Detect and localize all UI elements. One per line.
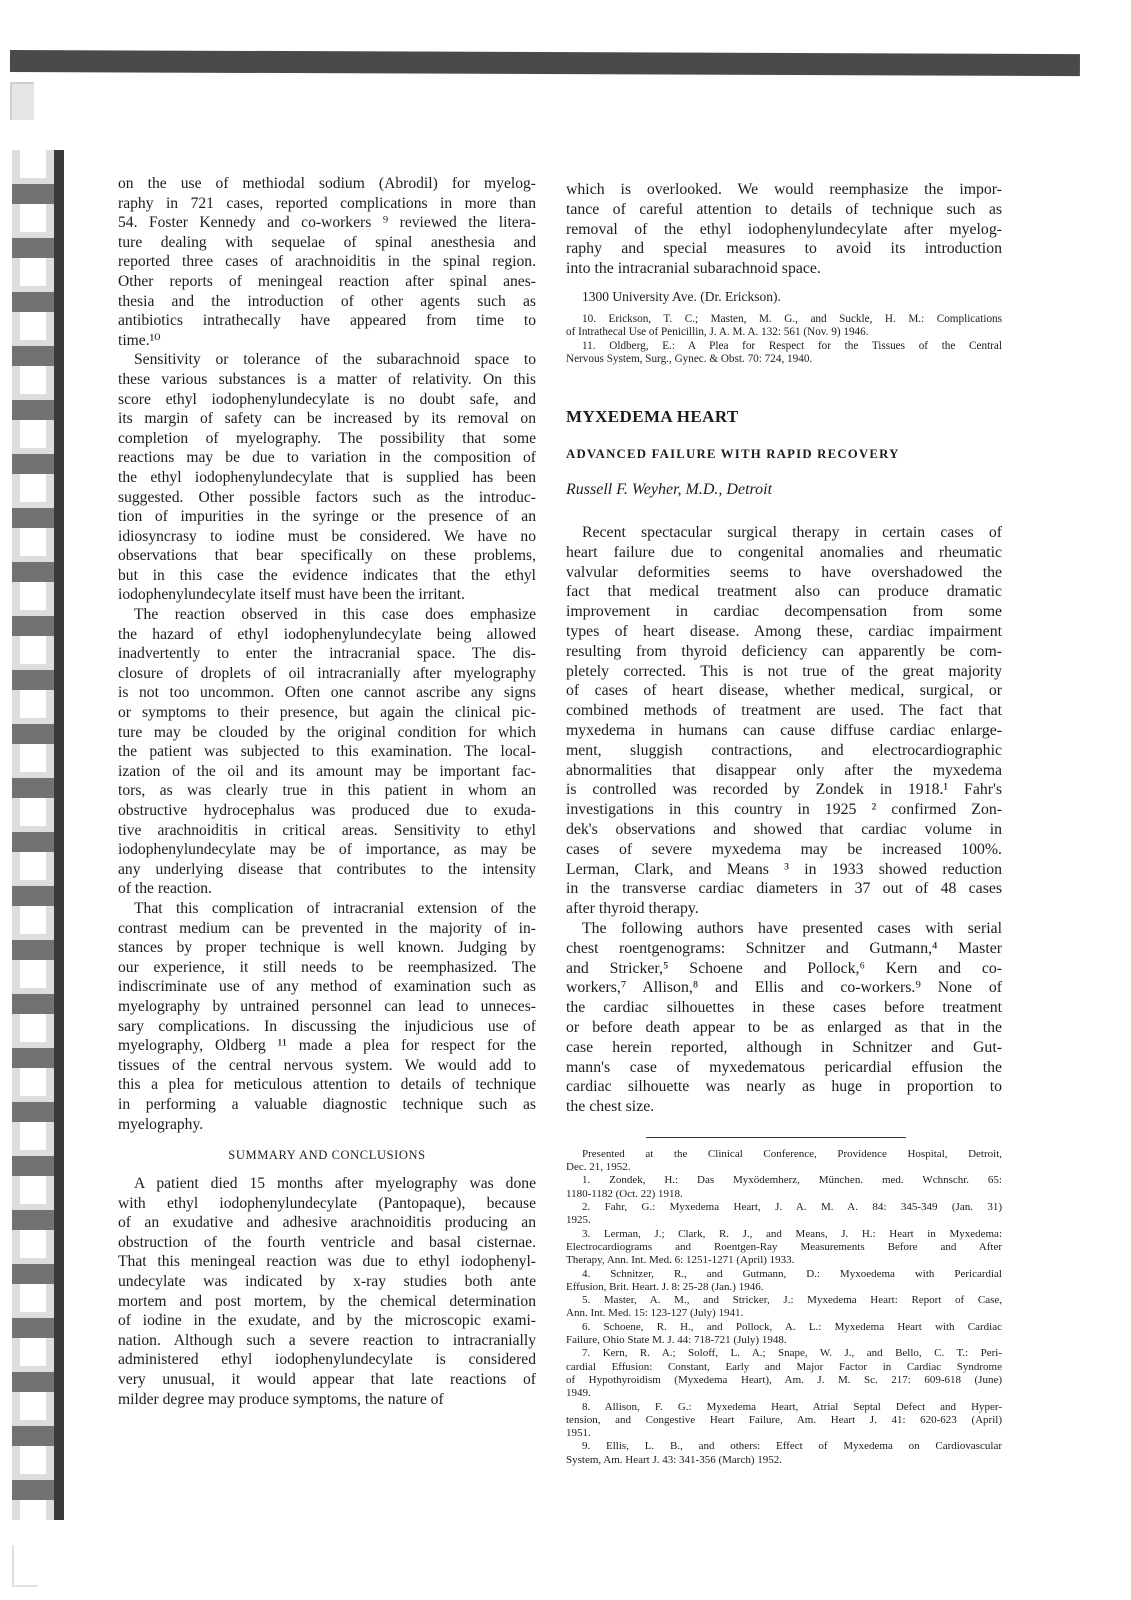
text-line: workers,⁷ Allison,⁸ and Ellis and co-workers.⁹ None of bbox=[566, 979, 1002, 997]
text-line: idiosyncrasy to iodine must be considered. We have no bbox=[118, 527, 536, 545]
reference-line: 6. Schoene, R. H., and Pollock, A. L.: Myxedema Heart with Cardiac bbox=[582, 1320, 1002, 1333]
text-line: myxedema in humans can cause diffuse cardiac enlarge- bbox=[566, 721, 1002, 739]
reference-line: Presented at the Clinical Conference, Providence Hospital, Detroit, bbox=[582, 1147, 1002, 1160]
paragraph bbox=[118, 899, 536, 1134]
reference-line: 9. Ellis, L. B., and others: Effect of Myxedema on Cardiovascular bbox=[582, 1440, 1002, 1453]
reference-line: Electrocardiograms and Roentgen-Ray Measurements Before and After bbox=[566, 1240, 1002, 1253]
reference-line: 7. Kern, R. A.; Soloff, L. A.; Snape, W. J., and Bello, C. T.: Peri- bbox=[582, 1347, 1002, 1360]
paragraph bbox=[118, 605, 536, 899]
paragraph bbox=[566, 1174, 1002, 1201]
article-author: Russell F. Weyher, M.D., Detroit bbox=[566, 480, 773, 498]
text-line: any underlying disease that contributes to the intensity bbox=[118, 860, 536, 878]
text-line: the ethyl iodophenylundecylate that is supplied has been bbox=[118, 468, 536, 486]
reference-line: System, Am. Heart J. 43: 341-356 (March) 1952. bbox=[566, 1453, 782, 1466]
paragraph bbox=[566, 1347, 1002, 1400]
paragraph bbox=[118, 174, 536, 350]
text-line: abnormalities that disappear only after the myxedema bbox=[566, 761, 1002, 779]
reference-line: 2. Fahr, G.: Myxedema Heart, J. A. M. A. 84: 345-349 (Jan. 31) bbox=[582, 1201, 1002, 1214]
reference-line: 1180-1182 (Oct. 22) 1918. bbox=[566, 1187, 683, 1200]
text-line: closure of droplets of oil intracranially after myelography bbox=[118, 664, 536, 682]
right-column bbox=[566, 180, 1002, 1467]
scan-top-bar bbox=[10, 50, 1080, 76]
reference-line: Failure, Ohio State M. J. 44: 718-721 (July) 1948. bbox=[566, 1334, 787, 1347]
text-line: antibiotics intrathecally have appeared from time to bbox=[118, 312, 536, 330]
text-line: improvement in cardiac decompensation from some bbox=[566, 603, 1002, 621]
text-line: suggested. Other possible factors such as the introduc- bbox=[118, 488, 536, 506]
text-line: ture dealing with sequelae of spinal anesthesia and bbox=[118, 233, 536, 251]
text-line: is not too uncommon. Often one cannot ascribe any signs bbox=[118, 684, 536, 702]
article-subtitle: ADVANCED FAILURE WITH RAPID RECOVERY bbox=[566, 446, 900, 461]
text-line: A patient died 15 months after myelography was done bbox=[134, 1175, 536, 1193]
article-title: MYXEDEMA HEART bbox=[566, 406, 739, 426]
article-body bbox=[566, 523, 1002, 1117]
text-line: its margin of safety can be increased by its removal on bbox=[118, 410, 536, 428]
reference-line: 5. Master, A. M., and Stricker, J.: Myxedema Heart: Report of Case, bbox=[582, 1294, 1002, 1307]
reference-line: Ann. Int. Med. 15: 123-127 (July) 1941. bbox=[566, 1307, 744, 1320]
text-line: myelography. bbox=[118, 1115, 204, 1133]
text-line: completion of myelography. The possibility that some bbox=[118, 429, 536, 447]
text-line: investigations in this country in 1925 ² confirmed Zon- bbox=[566, 801, 1002, 819]
text-line: our experience, it still needs to be reemphasized. The bbox=[118, 958, 536, 976]
reference-line: of Intrathecal Use of Penicillin, J. A. M. A. 132: 561 (Nov. 9) 1946. bbox=[566, 326, 869, 339]
text-line: on the use of methiodal sodium (Abrodil) for myelog- bbox=[118, 175, 536, 192]
text-line: mortem and post mortem, by the chemical determination bbox=[118, 1292, 536, 1310]
paragraph bbox=[566, 1294, 1002, 1321]
text-line: these various substances is a matter of relativity. On this bbox=[118, 370, 536, 388]
reference-line: of Hypothyroidism (Myxedema Heart), Am. J. M. Sc. 217: 609-618 (June) bbox=[566, 1373, 1002, 1386]
text-line: myelography, Oldberg ¹¹ made a plea for respect for the bbox=[118, 1037, 536, 1055]
reference-line: 10. Erickson, T. C.; Masten, M. G., and Suckle, H. M.: Complications bbox=[582, 312, 1002, 325]
text-line: indiscriminate use of any method of examination such as bbox=[118, 978, 536, 996]
reference-line: 8. Allison, F. G.: Myxedema Heart, Atrial Septal Defect and Hyper- bbox=[582, 1400, 1002, 1413]
text-line: iodophenylundecylate itself must have been the irritant. bbox=[118, 586, 465, 604]
text-line: nation. Although such a severe reaction to intracranially bbox=[118, 1331, 536, 1349]
paragraph bbox=[566, 1148, 1002, 1175]
text-line: score ethyl iodophenylundecylate is no doubt safe, and bbox=[118, 390, 536, 408]
references-list bbox=[566, 313, 1002, 367]
scan-bottom-mark bbox=[12, 1545, 38, 1587]
reference-line: 1951. bbox=[566, 1427, 591, 1440]
text-line: obstruction of the fourth ventricle and basal cisternae. bbox=[118, 1233, 536, 1251]
text-line: contrast medium can be prevented in the majority of in- bbox=[118, 919, 536, 937]
text-line: reported three cases of arachnoiditis in the spinal region. bbox=[118, 253, 536, 271]
paragraph bbox=[566, 1201, 1002, 1228]
text-line: in the transverse cardiac diameters in 37 out of 48 cases bbox=[566, 880, 1002, 898]
text-line: tors, as was clearly true in this patient in whom an bbox=[118, 782, 536, 800]
reference-line: Dec. 21, 1952. bbox=[566, 1161, 631, 1174]
text-line: types of heart disease. Among these, cardiac impairment bbox=[566, 622, 1002, 640]
reference-line: Effusion, Brit. Heart. J. 8: 25-28 (Jan.) 1946. bbox=[566, 1280, 764, 1293]
text-line: the patient was subjected to this examination. The local- bbox=[118, 743, 536, 761]
reference-line: cardial Effusion: Constant, Early and Major Factor in Cardiac Syndrome bbox=[566, 1360, 1002, 1373]
left-paragraphs bbox=[118, 174, 536, 1134]
footnotes-list bbox=[566, 1148, 1002, 1467]
text-line: Other reports of meningeal reaction after spinal anes- bbox=[118, 272, 536, 290]
text-line: very unusual, it would appear that late reactions of bbox=[118, 1371, 536, 1389]
text-line: iodophenylundecylate may be of importance, as may be bbox=[118, 841, 536, 859]
text-line: heart failure due to congenital anomalies and rheumatic bbox=[566, 543, 1002, 561]
reference-line: 11. Oldberg, E.: A Plea for Respect for the Tissues of the Central bbox=[582, 339, 1002, 352]
paragraph bbox=[118, 1174, 536, 1409]
text-line: tion of impurities in the syringe or the presence of an bbox=[118, 508, 536, 526]
text-line: observations that bear specifically on these problems, bbox=[118, 547, 536, 565]
text-line: tance of careful attention to details of technique such as bbox=[566, 200, 1002, 218]
text-line: inadvertently to enter the intracranial space. The dis- bbox=[118, 645, 536, 663]
left-column bbox=[118, 174, 536, 1409]
text-line: which is overlooked. We would reemphasize the impor- bbox=[566, 181, 1002, 198]
text-line: case herein reported, although in Schnitzer and Gut- bbox=[566, 1038, 1002, 1056]
text-line: sary complications. In discussing the injudicious use of bbox=[118, 1017, 536, 1035]
text-line: or before death appear to be as enlarged as that in the bbox=[566, 1018, 1002, 1036]
reference-line: Nervous System, Surg., Gynec. & Obst. 70: 724, 1940. bbox=[566, 353, 813, 366]
text-line: combined methods of treatment are used. The fact that bbox=[566, 702, 1002, 720]
text-line: Sensitivity or tolerance of the subarachnoid space to bbox=[134, 351, 536, 369]
paragraph bbox=[566, 523, 1002, 919]
text-line: is controlled was recorded by Zondek in 1918.¹ Fahr's bbox=[566, 781, 1002, 799]
summary-paragraph bbox=[118, 1174, 536, 1409]
text-line: dek's observations and showed that cardiac volume in bbox=[566, 820, 1002, 838]
text-line: thesia and the introduction of other agents such as bbox=[118, 292, 536, 310]
text-line: myelography by untrained personnel can lead to unneces- bbox=[118, 997, 536, 1015]
reference-line: 4. Schnitzer, R., and Gutmann, D.: Myxoedema with Pericardial bbox=[582, 1267, 1002, 1280]
text-line: of iodine in the exudate, and by the microscopic exami- bbox=[118, 1312, 536, 1330]
text-line: with ethyl iodophenylundecylate (Pantopaque), because bbox=[118, 1194, 536, 1212]
text-line: mann's case of myxedematous pericardial effusion the bbox=[566, 1058, 1002, 1076]
text-line: resulting from thyroid deficiency can apparently be com- bbox=[566, 642, 1002, 660]
text-line: removal of the ethyl iodophenylundecylate after myelog- bbox=[566, 220, 1002, 238]
text-line: ture may be clouded by the original condition for which bbox=[118, 723, 536, 741]
paragraph bbox=[566, 1321, 1002, 1348]
text-line: undecylate was indicated by x-ray studies both ante bbox=[118, 1273, 536, 1291]
text-line: milder degree may produce symptoms, the nature of bbox=[118, 1390, 444, 1408]
summary-heading: SUMMARY AND CONCLUSIONS bbox=[228, 1148, 426, 1163]
text-line: ization of the oil and its amount may be important fac- bbox=[118, 762, 536, 780]
text-line: reactions may be due to variation in the composition of bbox=[118, 449, 536, 467]
continuation-paragraph bbox=[566, 180, 1002, 279]
text-line: and Stricker,⁵ Schoene and Pollock,⁶ Kern and co- bbox=[566, 959, 1002, 977]
text-line: after thyroid therapy. bbox=[566, 900, 699, 918]
text-line: the chest size. bbox=[566, 1098, 655, 1116]
text-line: raphy in 721 cases, reported complications in more than bbox=[118, 194, 536, 212]
film-rail bbox=[54, 150, 64, 1520]
footnote-divider bbox=[646, 1137, 906, 1138]
text-line: the hazard of ethyl iodophenylundecylate being allowed bbox=[118, 625, 536, 643]
reference-line: 3. Lerman, J.; Clark, R. J., and Means, J. H.: Heart in Myxedema: bbox=[582, 1227, 1002, 1240]
text-line: obstructive hydrocephalus was produced due to exuda- bbox=[118, 802, 536, 819]
reference-line: tension, and Congestive Heart Failure, Am. Heart J. 41: 620-623 (April) bbox=[566, 1413, 1002, 1426]
text-line: of cases of heart disease, whether medical, surgical, or bbox=[566, 682, 1002, 700]
text-line: raphy and special measures to avoid its introduction bbox=[566, 240, 1002, 258]
reference-line: Therapy, Ann. Int. Med. 6: 1251-1271 (April) 1933. bbox=[566, 1254, 795, 1267]
correspondence-address: 1300 University Ave. (Dr. Erickson). bbox=[582, 288, 781, 304]
text-line: administered ethyl iodophenylundecylate is considered bbox=[118, 1351, 536, 1369]
text-line: That this meningeal reaction was due to ethyl iodophenyl- bbox=[118, 1253, 536, 1271]
text-line: ment, sluggish contractions, and electrocardiographic bbox=[566, 741, 1002, 759]
film-perforations bbox=[12, 150, 54, 1520]
paragraph bbox=[566, 1401, 1002, 1441]
reference-line: 1925. bbox=[566, 1214, 591, 1227]
text-line: into the intracranial subarachnoid space. bbox=[566, 260, 821, 278]
text-line: Recent spectacular surgical therapy in certain cases of bbox=[582, 523, 1002, 541]
reference-line: 1949. bbox=[566, 1387, 591, 1400]
text-line: stances by proper technique is well known. Judging by bbox=[118, 939, 536, 957]
text-line: tissues of the central nervous system. We would add to bbox=[118, 1056, 536, 1074]
text-line: That this complication of intracranial extension of the bbox=[134, 899, 536, 917]
paragraph bbox=[566, 1268, 1002, 1295]
text-line: or symptoms to their presence, but again the clinical pic- bbox=[118, 704, 536, 722]
text-line: Lerman, Clark, and Means ³ in 1933 showed reduction bbox=[566, 860, 1002, 878]
text-line: The reaction observed in this case does emphasize bbox=[134, 606, 536, 624]
text-line: valvular deformities seems to have overshadowed the bbox=[566, 563, 1002, 581]
scan-corner-mark bbox=[10, 82, 34, 120]
text-line: of the reaction. bbox=[118, 880, 212, 898]
text-line: pletely corrected. This is not true of the great majority bbox=[566, 662, 1002, 680]
text-line: cases of severe myxedema may be increased 100%. bbox=[566, 840, 1002, 858]
text-line: cardiac silhouette was nearly as huge in proportion to bbox=[566, 1078, 1002, 1096]
scan-film-strip bbox=[12, 150, 64, 1520]
paragraph bbox=[566, 1440, 1002, 1467]
paragraph bbox=[566, 340, 1002, 367]
reference-line: 1. Zondek, H.: Das Myxödemherz, München. med. Wchnschr. 65: bbox=[582, 1174, 1002, 1187]
text-line: chest roentgenograms: Schnitzer and Gutmann,⁴ Master bbox=[566, 939, 1002, 957]
paragraph bbox=[566, 1228, 1002, 1268]
text-line: 54. Foster Kennedy and co-workers ⁹ reviewed the litera- bbox=[118, 214, 536, 232]
text-line: the cardiac silhouettes in these cases before treatment bbox=[566, 999, 1002, 1017]
text-line: but in this case the evidence indicates that the ethyl bbox=[118, 566, 536, 584]
text-line: fact that medical treatment also can produce dramatic bbox=[566, 583, 1002, 601]
paragraph bbox=[118, 350, 536, 605]
text-line: The following authors have presented cases with serial bbox=[582, 919, 1002, 937]
paragraph bbox=[566, 919, 1002, 1117]
text-line: in performing a valuable diagnostic technique such as bbox=[118, 1095, 536, 1113]
text-line: tive arachnoiditis in critical areas. Sensitivity to ethyl bbox=[118, 821, 536, 839]
text-line: of an exudative and adhesive arachnoiditis producing an bbox=[118, 1214, 536, 1232]
paragraph bbox=[566, 313, 1002, 340]
paragraph bbox=[566, 180, 1002, 279]
text-line: this a plea for meticulous attention to details of technique bbox=[118, 1076, 536, 1094]
text-line: time.¹⁰ bbox=[118, 331, 161, 349]
